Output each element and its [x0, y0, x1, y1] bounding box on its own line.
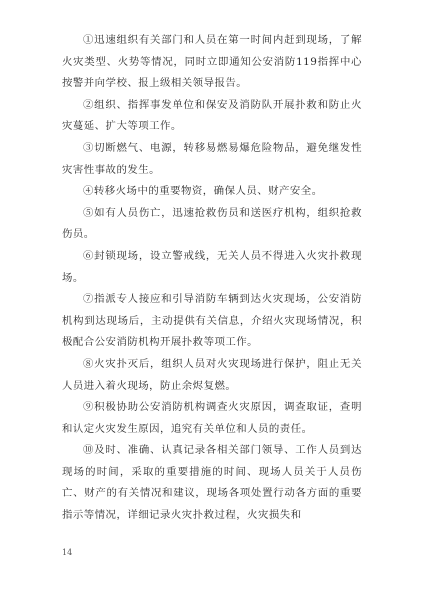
paragraph-5: ⑤如有人员伤亡，迅速抢救伤员和送医疗机构，组织抢救伤员。 — [62, 206, 362, 241]
paragraph-9: ⑨积极协助公安消防机构调查火灾原因，调查取证，查明和认定火灾发生原因，追究有关单位和人员的责任。 — [62, 401, 362, 435]
paragraph-8: ⑧火灾扑灭后，组织人员对火灾现场进行保护，阻止无关人员进入着火现场，防止余烬复燃。 — [62, 357, 362, 392]
paragraph-4: ④转移火场中的重要物资，确保人员、财产安全。 — [83, 185, 323, 198]
paragraph-1: ①迅速组织有关部门和人员在第一时间内赶到现场，了解火灾类型、火势等情况，同时立即通知公安消防119指挥中心按警并向学校、报上级相关领导报告。 — [62, 34, 362, 90]
paragraph-2: ②组织、指挥事发单位和保安及消防队开展扑救和防止火灾蔓延、扩大等项工作。 — [62, 98, 362, 133]
body-text — [62, 30, 362, 527]
paragraph-3: ③切断燃气、电源，转移易燃易爆危险物品，避免继发性灾害性事故的发生。 — [62, 141, 362, 176]
paragraph-7: ⑦指派专人接应和引导消防车辆到达火灾现场，公安消防机构到达现场后，主动提供有关信息，介绍火灾现场情况，积极配合公安消防机构开展扑救等项工作。 — [62, 293, 362, 349]
page-number: 14 — [62, 548, 73, 557]
paragraph-10: ⑩及时、准确、认真记录各相关部门领导、工作人员到达现场的时间，采取的重要措施的时间、现场人员关于人员伤亡、财产的有关情况和建议，现场各项处置行动各方面的重要指示等情况，详细记录火灾扑救过程，火灾损失和 — [62, 444, 362, 522]
paragraph-6: ⑥封锁现场，设立警戒线，无关人员不得进入火灾扑救现场。 — [62, 249, 362, 284]
